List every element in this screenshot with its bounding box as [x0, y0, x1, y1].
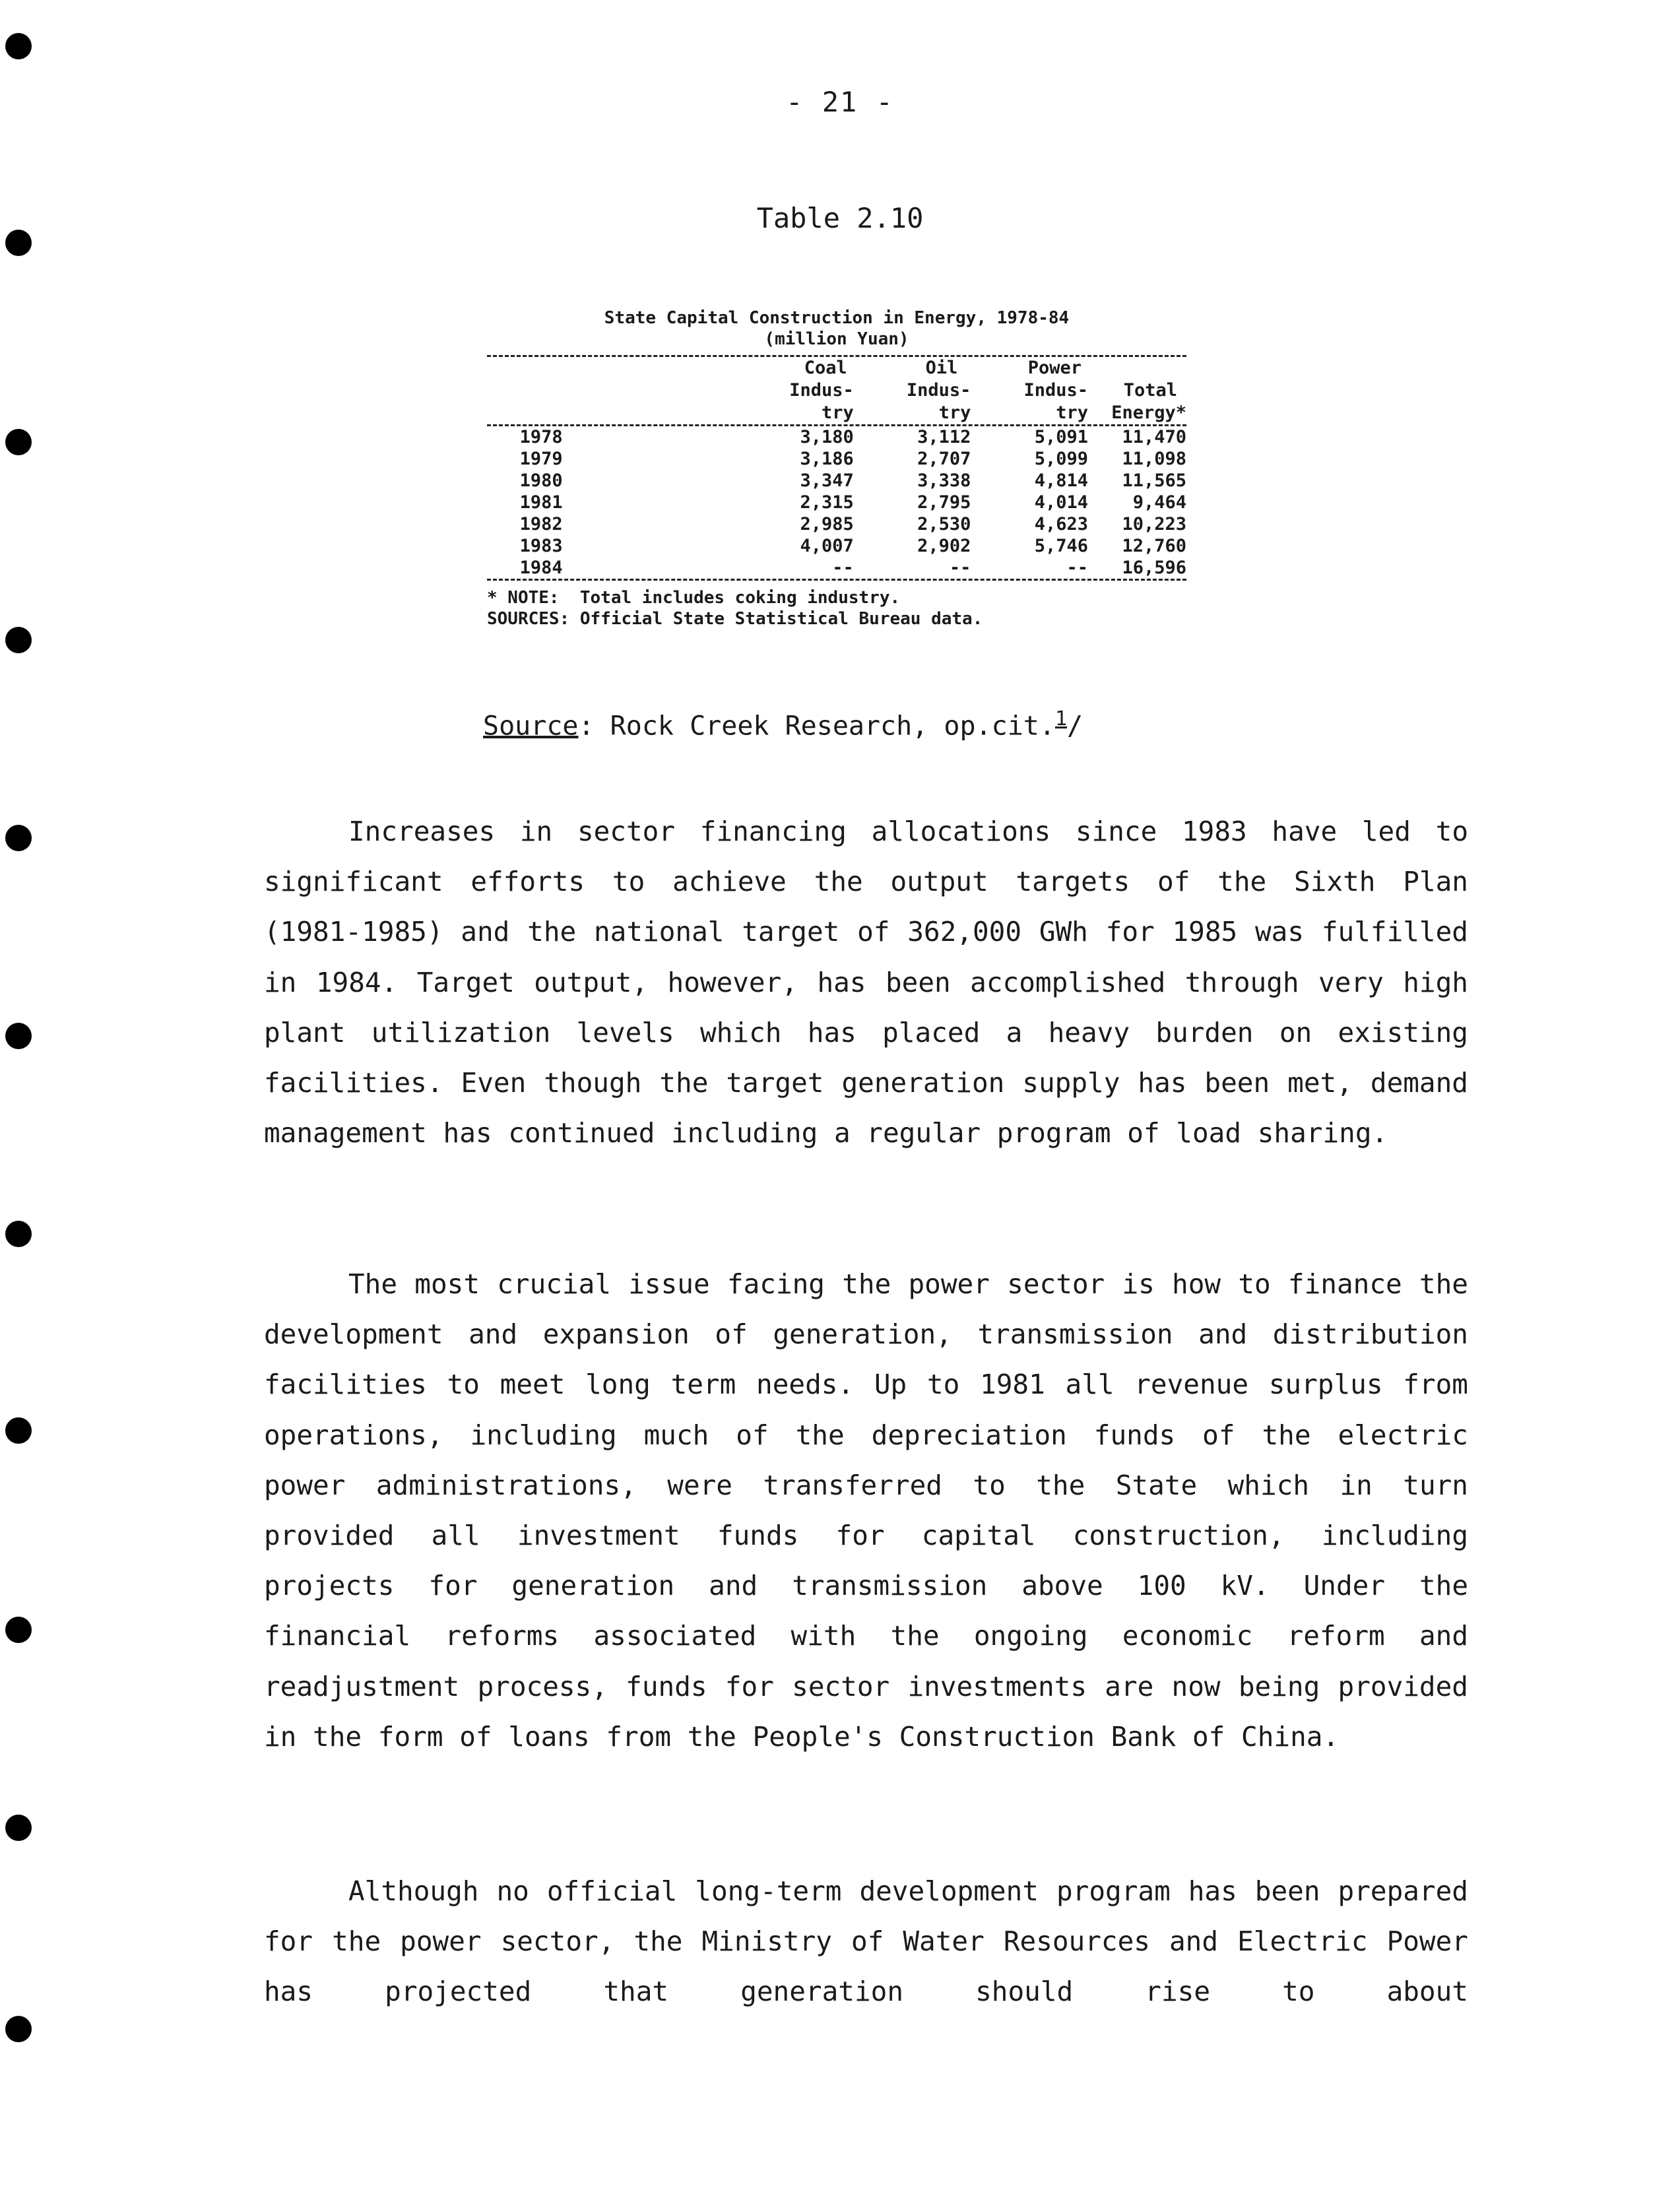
cell-oil: 2,902: [917, 536, 971, 556]
punch-hole: [5, 627, 32, 653]
cell-power: 5,099: [1034, 449, 1088, 469]
cell-year: 1979: [519, 449, 563, 469]
punch-hole: [5, 1221, 32, 1247]
header-power-line1: Power: [1027, 358, 1082, 378]
header-oil-line2: Indus-: [906, 380, 971, 401]
page-number: - 21 -: [786, 86, 894, 118]
header-power-line2: Indus-: [1023, 380, 1088, 401]
cell-total: 9,464: [1132, 492, 1186, 513]
cell-power: --: [1066, 558, 1088, 578]
header-total-line1: [1088, 357, 1186, 379]
header-oil-line3: try: [938, 403, 971, 423]
punch-hole: [5, 429, 32, 455]
energy-table: [487, 357, 1186, 579]
header-total-line3: Energy*: [1111, 403, 1186, 423]
cell-oil: 3,112: [917, 427, 971, 447]
header-oil-line1: Oil: [925, 358, 958, 378]
cell-coal: 3,347: [800, 470, 854, 491]
punch-hole: [5, 1617, 32, 1643]
header-power-line3: try: [1056, 403, 1088, 423]
header-coal-line3: try: [821, 403, 854, 423]
table-caption-line1: State Capital Construction in Energy, 1978-84: [604, 308, 1070, 328]
header-year: [487, 357, 563, 424]
cell-coal: 4,007: [800, 536, 854, 556]
punch-hole: [5, 1417, 32, 1444]
header-total: [1088, 357, 1186, 424]
table-sources: SOURCES: Official State Statistical Bureau data.: [487, 609, 983, 629]
cell-year: 1983: [519, 536, 563, 556]
footnote-marker: 1: [1054, 707, 1068, 730]
cell-coal: 2,315: [800, 492, 854, 513]
punch-hole: [5, 2016, 32, 2042]
source-text: : Rock Creek Research, op.cit.: [578, 711, 1055, 742]
body-paragraph: Increases in sector financing allocations since 1983 have led to significant efforts to achieve the output targets of the Sixth Plan (1981-1985) and the national target of 362,000 GWh for 1985 was fulfilled in 1984. Target output, however, has been accomplished through very high plant utilization levels which has placed a heavy burden on existing facilities. Even though the target generation supply has been met, demand management has continued including a regular program of load sharing.: [264, 816, 1468, 1149]
header-spacer: [563, 357, 763, 424]
table-row: [487, 426, 1186, 448]
header-coal-line2: Indus-: [789, 380, 854, 401]
body-paragraph: The most crucial issue facing the power sector is how to finance the development and expansion of generation, transmission and distribution facilities to meet long term needs. Up to 1981 all revenue surplus from operations, including much of the depreciation funds of the electric power administrations, were transferred to the State which in turn provided all investment funds for capital construction, including projects for generation and transmission above 100 kV. Under the financial reforms associated with the ongoing economic reform and readjustment process, funds for sector investments are now being provided in the form of loans from the People's Construction Bank of China.: [264, 1268, 1468, 1753]
cell-total: 16,596: [1122, 558, 1186, 578]
cell-year: 1980: [519, 470, 563, 491]
cell-power: 4,623: [1034, 514, 1088, 534]
header-coal-line1: Coal: [804, 358, 847, 378]
table-row: [487, 535, 1186, 557]
cell-total: 11,098: [1122, 449, 1186, 469]
punch-hole: [5, 1023, 32, 1049]
source-label: Source: [483, 711, 579, 742]
cell-year: 1982: [519, 514, 563, 534]
cell-oil: --: [949, 558, 971, 578]
cell-coal: --: [832, 558, 854, 578]
table-row: [487, 557, 1186, 579]
table-row: [487, 492, 1186, 513]
footnote-suffix: /: [1067, 711, 1083, 742]
cell-coal: 3,180: [800, 427, 854, 447]
table-row: [487, 448, 1186, 470]
cell-power: 4,814: [1034, 470, 1088, 491]
cell-power: 4,014: [1034, 492, 1088, 513]
cell-power: 5,091: [1034, 427, 1088, 447]
header-coal: [763, 357, 854, 424]
body-paragraph: Although no official long-term development program has been prepared for the power sector, the Ministry of Water Resources and Electric Power has projected that generation should rise to about: [264, 1875, 1468, 2008]
table-rule-bottom: [487, 579, 1186, 581]
header-total-line2: Total: [1123, 380, 1177, 401]
source-citation: [483, 707, 1083, 741]
cell-total: 10,223: [1122, 514, 1186, 534]
cell-oil: 3,338: [917, 470, 971, 491]
punch-hole: [5, 1815, 32, 1841]
punch-hole: [5, 33, 32, 59]
cell-coal: 3,186: [800, 449, 854, 469]
cell-total: 11,565: [1122, 470, 1186, 491]
table-row: [487, 513, 1186, 535]
cell-power: 5,746: [1034, 536, 1088, 556]
table-note: * NOTE: Total includes coking industry.: [487, 588, 901, 608]
cell-year: 1984: [519, 558, 563, 578]
table-row: [487, 470, 1186, 492]
table-header-row: [487, 357, 1186, 424]
cell-oil: 2,707: [917, 449, 971, 469]
cell-year: 1981: [519, 492, 563, 513]
punch-hole: [5, 825, 32, 851]
cell-total: 11,470: [1122, 427, 1186, 447]
table-notes: [487, 587, 1186, 629]
cell-total: 12,760: [1122, 536, 1186, 556]
header-oil: [854, 357, 971, 424]
table-caption-line2: (million Yuan): [764, 329, 909, 349]
table-label: Table 2.10: [756, 202, 924, 234]
header-power: [971, 357, 1088, 424]
cell-coal: 2,985: [800, 514, 854, 534]
cell-oil: 2,530: [917, 514, 971, 534]
energy-table-block: [487, 307, 1186, 629]
cell-year: 1978: [519, 427, 563, 447]
cell-oil: 2,795: [917, 492, 971, 513]
